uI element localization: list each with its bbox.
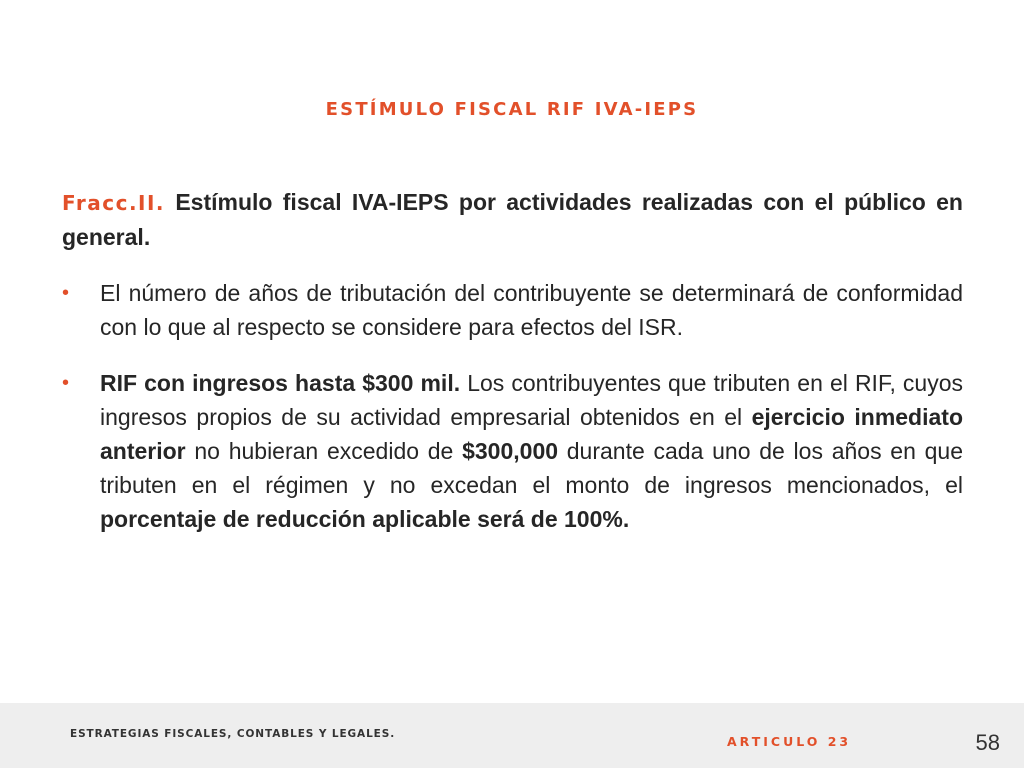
bullet-marker: • [62, 372, 70, 394]
footer-bar [0, 703, 1024, 768]
list-item [62, 366, 963, 536]
bullet-list [62, 276, 963, 536]
bold-phrase: ejercicio inmediato anterior [100, 404, 963, 464]
footer-company: ESTRATEGIAS FISCALES, CONTABLES Y LEGALES. [70, 728, 396, 740]
bullet-heading: RIF con ingresos hasta $300 mil. [100, 370, 461, 396]
intro-text: Estímulo fiscal IVA-IEPS por actividades realizadas con el público en general. [62, 189, 963, 250]
page-number: 58 [975, 730, 1000, 755]
list-item [62, 276, 963, 344]
bullet-text: El número de años de tributación del contribuyente se determinará de conformidad con lo que al respecto se considere para efectos del ISR. [100, 280, 963, 340]
slide-title: ESTÍMULO FISCAL RIF IVA-IEPS [325, 99, 699, 120]
bold-amount: $300,000 [462, 438, 559, 464]
intro-paragraph [62, 185, 963, 254]
bullet-text: Los contribuyentes que tributen en el RIF, cuyos ingresos propios de su actividad empresarial obtenidos en el [100, 370, 964, 430]
fraction-label: Fracc.II. [62, 191, 166, 215]
footer-article: ARTICULO 23 [727, 734, 852, 749]
bullet-text: no hubieran excedido de [185, 438, 463, 464]
bullet-marker: • [62, 282, 70, 304]
slide-body [62, 185, 963, 558]
bullet-text: durante cada uno de los años en que tributen en el régimen y no excedan el monto de ingresos mencionados, el [100, 438, 964, 498]
bold-phrase: porcentaje de reducción aplicable será de 100%. [100, 506, 630, 532]
